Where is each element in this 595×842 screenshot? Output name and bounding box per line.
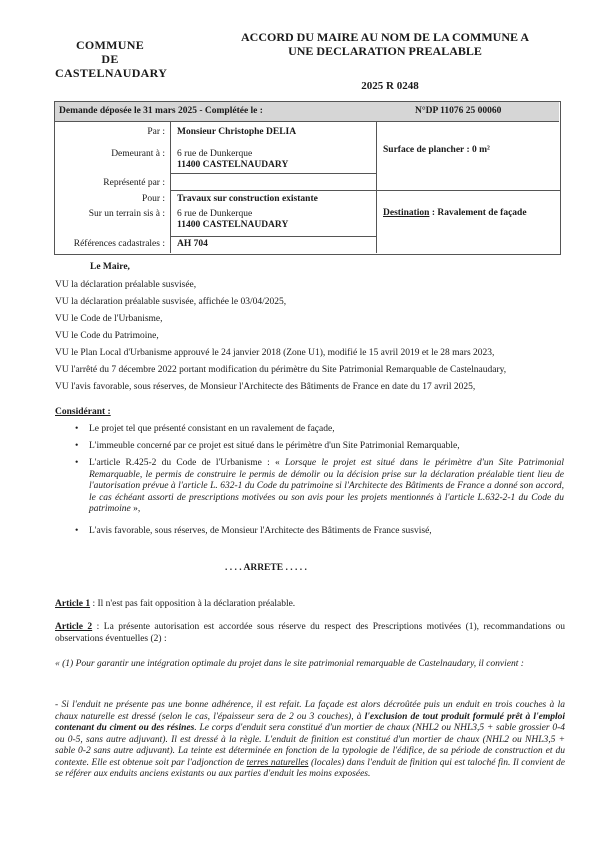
works-description: Travaux sur construction existante: [177, 194, 318, 204]
bullet: •: [75, 526, 79, 536]
considerant-2: L'immeuble concerné par ce projet est situé dans le périmètre d'un Site Patrimonial Remarquable,: [89, 441, 460, 451]
vu-line: VU le Plan Local d'Urbanisme approuvé le 24 janvier 2018 (Zone U1), modifié le 15 avril 2019 et le 28 mars 2023,: [55, 348, 495, 358]
address-line-2: 11400 CASTELNAUDARY: [177, 160, 289, 170]
mayor-heading: Le Maire,: [90, 262, 130, 272]
destination-value: : Ravalement de façade: [429, 208, 527, 218]
label-par: Par :: [147, 127, 165, 137]
considerant-4: L'avis favorable, sous réserves, de Monsieur l'Architecte des Bâtiments de France susvisé,: [89, 526, 432, 536]
label-demeurant: Demeurant à :: [111, 149, 165, 159]
article-2-label: Article 2: [55, 622, 93, 632]
article-1: [55, 599, 565, 611]
c3-end: »,: [130, 504, 141, 514]
dp-number: N°DP 11076 25 00060: [415, 106, 502, 116]
reference-number: 2025 R 0248: [361, 80, 419, 92]
bullet: •: [75, 458, 79, 468]
presc-e: (locales) dans l'enduit de finition qui est taloché fin. Il convient de se référer aux enduits anciens existants ou aux parties d'enduit les moins exposées.: [55, 757, 565, 779]
commune-line-3: CASTELNAUDARY: [55, 66, 168, 80]
vu-line: VU le Code du Patrimoine,: [55, 331, 159, 341]
document-title: [215, 30, 555, 58]
address-line-1: 6 rue de Dunkerque: [177, 149, 253, 159]
box-header: [55, 102, 559, 122]
considerant-3: [89, 458, 564, 516]
surface-plancher: Surface de plancher : 0 m²: [383, 145, 490, 155]
considerant-1: Le projet tel que présenté consistant en un ravalement de façade,: [89, 424, 335, 434]
commune-line-1: COMMUNE: [75, 38, 145, 52]
label-represente: Représenté par :: [103, 178, 165, 188]
title-line-1: ACCORD DU MAIRE AU NOM DE LA COMMUNE A: [241, 30, 529, 44]
article-2-text: : La présente autorisation est accordée sous réserve du respect des Prescriptions motivées (1), recommandations ou observations éventuelles (2) :: [55, 622, 566, 644]
applicant-name: Monsieur Christophe DELIA: [177, 127, 297, 137]
deposit-date: Demande déposée le 31 mars 2025 - Complétée le :: [59, 106, 263, 116]
divider: [170, 236, 377, 237]
label-references: Références cadastrales :: [73, 239, 165, 249]
destination: [383, 208, 527, 218]
title-line-2: UNE DECLARATION PREALABLE: [288, 44, 482, 58]
cadastre-ref: AH 704: [177, 239, 208, 249]
c3-lead: L'article R.425-2 du Code de l'Urbanisme : «: [89, 458, 285, 468]
divider: [170, 173, 377, 174]
commune-name: [55, 38, 168, 80]
arrete-heading: . . . . ARRETE . . . . .: [225, 563, 307, 573]
presc-c: . Le corps d'enduit sera constitué d'un mortier de chaux (NHL2 ou NHL3,5 + sable grossier 0-4 ou 0-5, sans autre adjuvant). Il est dressé à la règle. L'enduit de finition est constitué d'un mortier de chaux (NHL2 ou NHL3,5 + sable 0-2 sans autre adjuvant). La teinte est déterminée en fonction de la typologie de l'édifice, de sa période de construction et du contexte. Elle est obtenue soit par l'adjonction de: [55, 723, 565, 768]
divider: [376, 190, 560, 191]
bullet: •: [75, 424, 79, 434]
divider: [170, 121, 171, 253]
bullet: •: [75, 441, 79, 451]
presc-d: terres naturelles: [246, 757, 309, 768]
site-line-2: 11400 CASTELNAUDARY: [177, 220, 289, 230]
presc-b: l'exclusion de tout produit formulé prêt à l'emploi contenant du ciment ou des résines: [55, 711, 566, 733]
vu-line: VU l'avis favorable, sous réserves, de Monsieur l'Architecte des Bâtiments de France en date du 17 avril 2025,: [55, 382, 476, 392]
commune-line-2: DE: [101, 52, 119, 66]
divider: [376, 121, 377, 253]
site-line-1: 6 rue de Dunkerque: [177, 209, 253, 219]
considerant-heading: Considérant :: [55, 407, 111, 417]
vu-line: VU la déclaration préalable susvisée, affichée le 03/04/2025,: [55, 297, 287, 307]
label-pour: Pour :: [142, 194, 165, 204]
article-2: [55, 622, 565, 645]
vu-line: VU l'arrêté du 7 décembre 2022 portant modification du périmètre du Site Patrimonial Remarquable de Castelnaudary,: [55, 365, 507, 375]
prescription-intro: « (1) Pour garantir une intégration optimale du projet dans le site patrimonial remarquable de Castelnaudary, il convient :: [55, 659, 524, 669]
vu-line: VU le Code de l'Urbanisme,: [55, 314, 163, 324]
prescription-text: [55, 700, 565, 781]
destination-label: Destination: [383, 208, 430, 218]
divider: [170, 190, 377, 191]
c3-quote: Lorsque le projet est situé dans le périmètre d'un Site Patrimonial Remarquable, le permis de construire le permis de démolir ou la décision prise sur la déclaration préalable tient lieu de l'autorisation prévue à l'article L. 632-1 du Code du patrimoine si l'Architecte des Bâtiments de France a donné son accord, le cas échéant assorti de prescriptions motivées ou son avis pour les projets mentionnés à l'article L.632-2-1 du Code du patrimoine: [89, 458, 564, 514]
presc-a: - Si l'enduit ne présente pas une bonne adhérence, il est refait. La façade est alors décroûtée puis un enduit en trois couches à la chaux naturelle est dressé (selon le cas, l'épaisseur sera de 2 ou 3 couches), à: [55, 700, 565, 722]
label-terrain: Sur un terrain sis à :: [88, 209, 165, 219]
vu-line: VU la déclaration préalable susvisée,: [55, 280, 197, 290]
article-1-label: Article 1: [55, 599, 91, 609]
article-1-text: : Il n'est pas fait opposition à la déclaration préalable.: [90, 599, 296, 609]
